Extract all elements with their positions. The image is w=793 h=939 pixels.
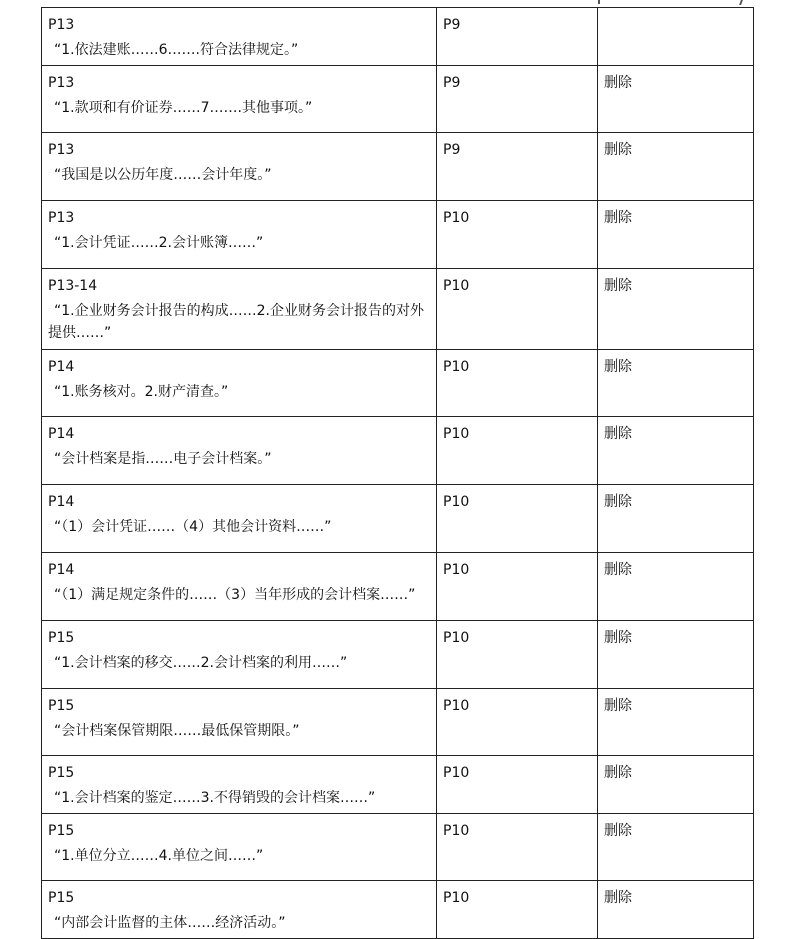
original-page-ref: P13 [48,17,75,33]
action-cell [598,814,754,881]
action-text: 删除 [604,823,632,839]
excerpt-text: “1.会计档案的移交……2.会计档案的利用……” [54,655,348,671]
revision-table [41,7,754,939]
table-row [42,66,754,133]
table-row [42,621,754,689]
original-page-ref: P14 [48,494,75,510]
new-page-cell [437,881,598,939]
action-text: 删除 [604,765,632,781]
original-content-cell [42,8,437,66]
original-page-ref: P15 [48,698,75,714]
excerpt-text: “1.单位分立……4.单位之间……” [54,848,264,864]
new-page-ref: P9 [443,17,461,33]
action-text: 删除 [604,698,632,714]
action-text: 删除 [604,75,632,91]
original-page-ref: P15 [48,823,75,839]
excerpt-text: “（1）满足规定条件的……（3）当年形成的会计档案……” [54,587,416,603]
original-page-ref: P15 [48,890,75,906]
new-page-cell [437,133,598,201]
original-page-ref: P13 [48,210,75,226]
new-page-cell [437,8,598,66]
new-page-ref: P9 [443,75,461,91]
original-content-cell [42,417,437,485]
new-page-ref: P10 [443,426,470,442]
original-page-ref: P13 [48,142,75,158]
action-cell [598,881,754,939]
excerpt-text: “会计档案是指……电子会计档案。” [54,451,272,467]
action-text: 删除 [604,426,632,442]
table-row [42,269,754,350]
excerpt-text: “内部会计监督的主体……经济活动。” [54,915,286,931]
new-page-cell [437,814,598,881]
original-content-cell [42,621,437,689]
new-page-ref: P10 [443,630,470,646]
new-page-ref: P10 [443,698,470,714]
table-row [42,553,754,621]
original-content-cell [42,350,437,417]
new-page-cell [437,756,598,814]
original-page-ref: P13 [48,75,75,91]
action-cell [598,350,754,417]
original-page-ref: P15 [48,630,75,646]
action-cell [598,417,754,485]
action-cell [598,621,754,689]
new-page-cell [437,269,598,350]
table-row [42,350,754,417]
new-page-ref: P10 [443,890,470,906]
fragment-mark [598,0,600,4]
original-page-ref: P13-14 [48,278,98,294]
original-content-cell [42,756,437,814]
original-page-ref: P15 [48,765,75,781]
original-content-cell [42,485,437,553]
new-page-ref: P10 [443,562,470,578]
excerpt-text: “1.企业财务会计报告的构成……2.企业财务会计报告的对外提供……” [48,303,424,341]
fragment-mark [739,0,743,5]
new-page-ref: P10 [443,494,470,510]
action-text: 删除 [604,562,632,578]
excerpt-text: “1.账务核对。2.财产清查。” [54,384,229,400]
action-cell [598,8,754,66]
action-cell [598,201,754,269]
new-page-cell [437,350,598,417]
new-page-ref: P10 [443,359,470,375]
table-row [42,8,754,66]
original-content-cell [42,553,437,621]
action-cell [598,66,754,133]
table-row [42,485,754,553]
table-row [42,133,754,201]
action-text: 删除 [604,359,632,375]
action-cell [598,553,754,621]
table-row [42,417,754,485]
original-content-cell [42,814,437,881]
table-row [42,201,754,269]
new-page-cell [437,553,598,621]
action-text: 删除 [604,210,632,226]
original-content-cell [42,133,437,201]
new-page-ref: P10 [443,823,470,839]
action-cell [598,269,754,350]
excerpt-text: “1.依法建账……6…….符合法律规定。” [54,42,299,58]
new-page-ref: P9 [443,142,461,158]
action-cell [598,756,754,814]
original-content-cell [42,201,437,269]
new-page-cell [437,621,598,689]
table-row [42,756,754,814]
action-text: 删除 [604,890,632,906]
original-content-cell [42,881,437,939]
new-page-ref: P10 [443,765,470,781]
new-page-cell [437,201,598,269]
action-text: 删除 [604,278,632,294]
original-page-ref: P14 [48,562,75,578]
new-page-cell [437,417,598,485]
excerpt-text: “（1）会计凭证……（4）其他会计资料……” [54,519,332,535]
original-content-cell [42,689,437,756]
excerpt-text: “我国是以公历年度……会计年度。” [54,167,272,183]
excerpt-text: “1.款项和有价证券……7…….其他事项。” [54,100,313,116]
action-cell [598,485,754,553]
action-cell [598,689,754,756]
new-page-cell [437,485,598,553]
action-text: 删除 [604,630,632,646]
excerpt-text: “1.会计档案的鉴定……3.不得销毁的会计档案……” [54,790,376,806]
action-cell [598,133,754,201]
excerpt-text: “1.会计凭证……2.会计账簿……” [54,235,264,251]
original-content-cell [42,269,437,350]
action-text: 删除 [604,494,632,510]
table-row [42,689,754,756]
original-page-ref: P14 [48,359,75,375]
new-page-cell [437,689,598,756]
table-row [42,881,754,939]
action-text: 删除 [604,142,632,158]
original-page-ref: P14 [48,426,75,442]
table-row [42,814,754,881]
excerpt-text: “会计档案保管期限……最低保管期限。” [54,723,300,739]
original-content-cell [42,66,437,133]
new-page-ref: P10 [443,210,470,226]
new-page-cell [437,66,598,133]
new-page-ref: P10 [443,278,470,294]
